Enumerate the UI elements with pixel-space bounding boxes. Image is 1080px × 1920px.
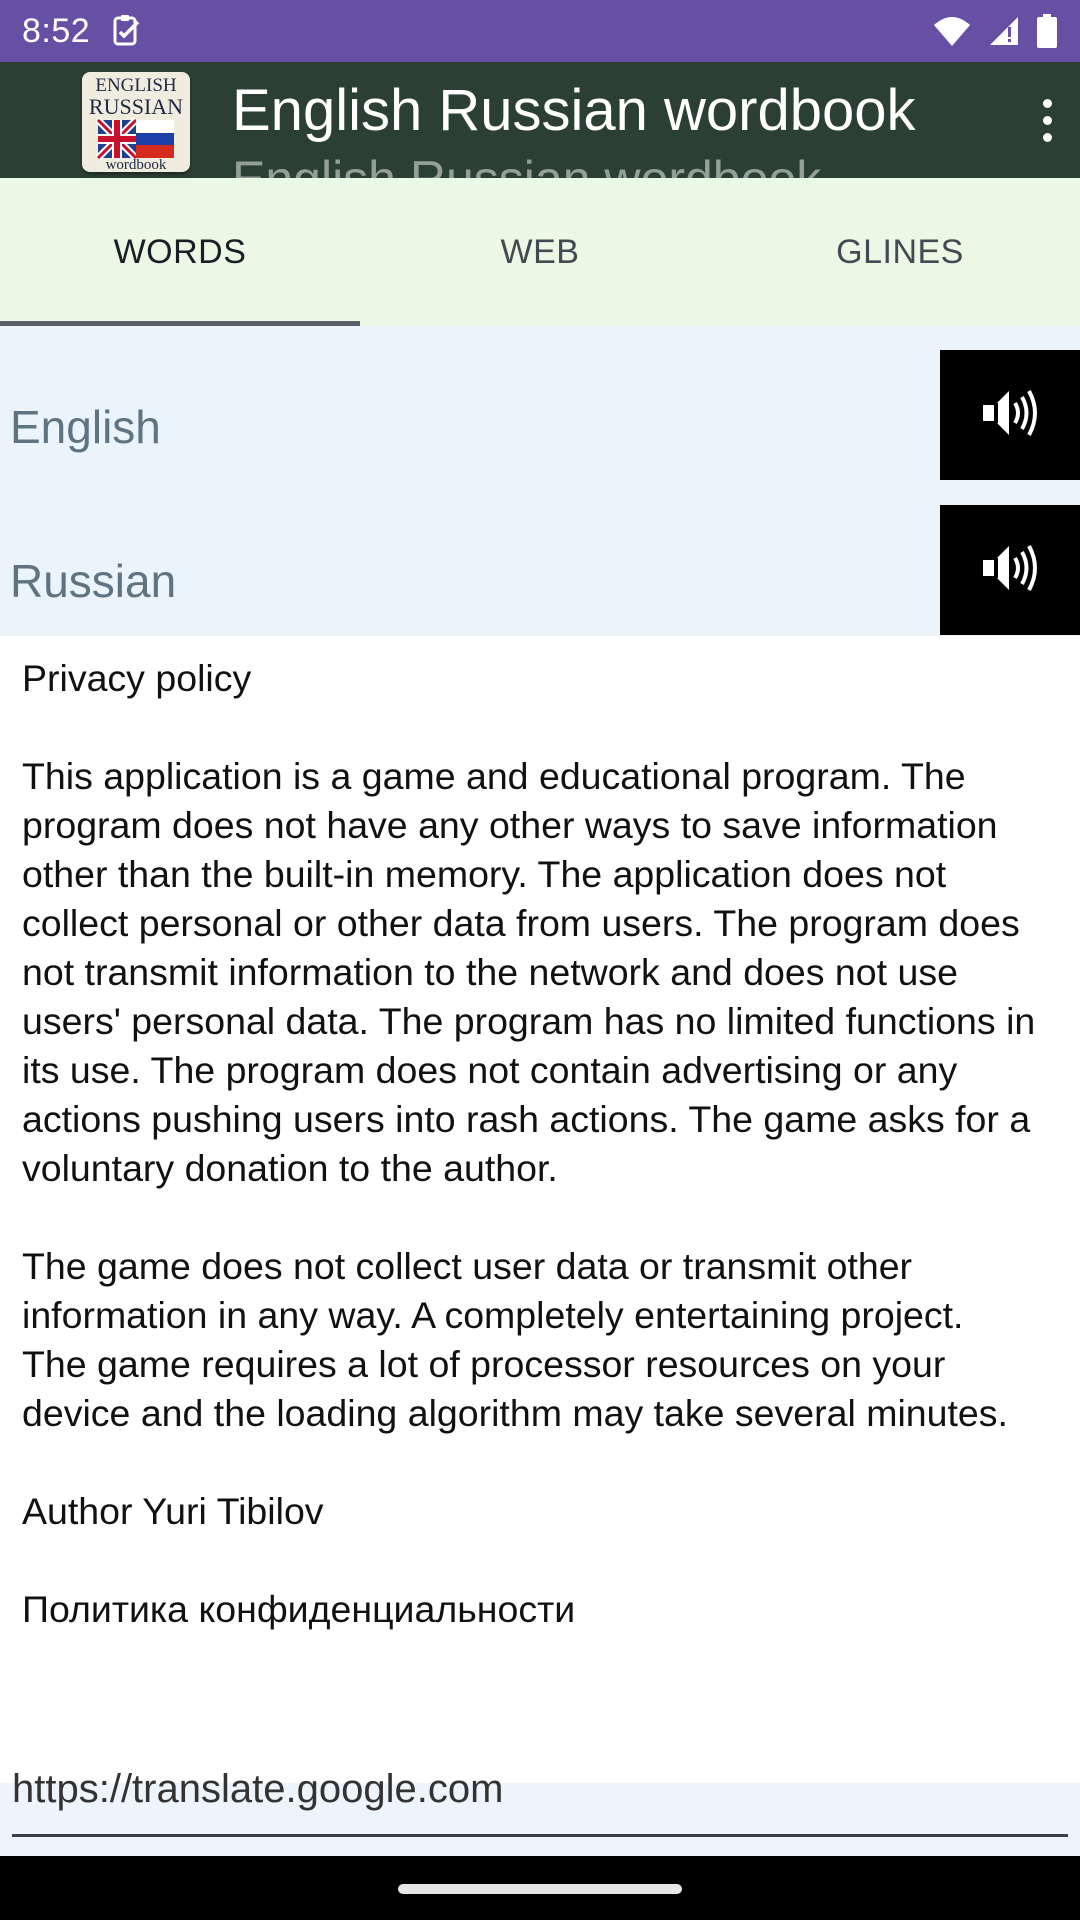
- app-title: English Russian wordbook: [232, 78, 916, 143]
- battery-icon: [1036, 14, 1058, 48]
- speak-english-button[interactable]: [940, 350, 1080, 480]
- navigation-bar: [0, 1856, 1080, 1920]
- tab-bar: [0, 178, 1080, 326]
- status-time: 8:52: [22, 11, 91, 50]
- russian-input[interactable]: Russian: [10, 555, 177, 607]
- app-bar: [0, 62, 1080, 178]
- url-text: https://translate.google.com: [12, 1767, 504, 1811]
- tab-web[interactable]: WEB: [500, 232, 580, 271]
- speak-russian-button[interactable]: [940, 505, 1080, 635]
- url-field[interactable]: [0, 1767, 1080, 1856]
- speaker-icon: [979, 540, 1041, 601]
- app-logo: ENGLISH RUSSIAN wordbook: [82, 72, 190, 172]
- tab-words[interactable]: WORDS: [0, 178, 360, 326]
- tab-glines[interactable]: GLINES: [836, 232, 964, 271]
- privacy-policy-text: Privacy policy This application is a game and educational program. The program does not have any other ways to save information other than the built-in memory. The application does not collect personal or other data from users. The program does not transmit information to the network and does not use users' personal data. The program has no limited functions in its use. The program does not contain advertising or any actions pushing users into rash actions. The game asks for a voluntary donation to the author. The game does not collect user data or transmit other information in any way. A completely entertaining project. The game requires a lot of processor resources on your device and the loading algorithm may take several minutes. Author Yuri Tibilov Политика конфиденциальности: [22, 657, 1036, 1630]
- english-input[interactable]: English: [10, 401, 161, 453]
- signal-icon: [988, 15, 1020, 47]
- flags-icon: [98, 120, 174, 158]
- wifi-icon: [932, 15, 972, 47]
- home-handle[interactable]: [398, 1884, 682, 1894]
- url-underline: [12, 1834, 1068, 1837]
- status-bar: [0, 0, 1080, 62]
- speaker-icon: [979, 385, 1041, 446]
- more-options-icon[interactable]: [1032, 90, 1062, 150]
- task-check-icon: [112, 14, 142, 48]
